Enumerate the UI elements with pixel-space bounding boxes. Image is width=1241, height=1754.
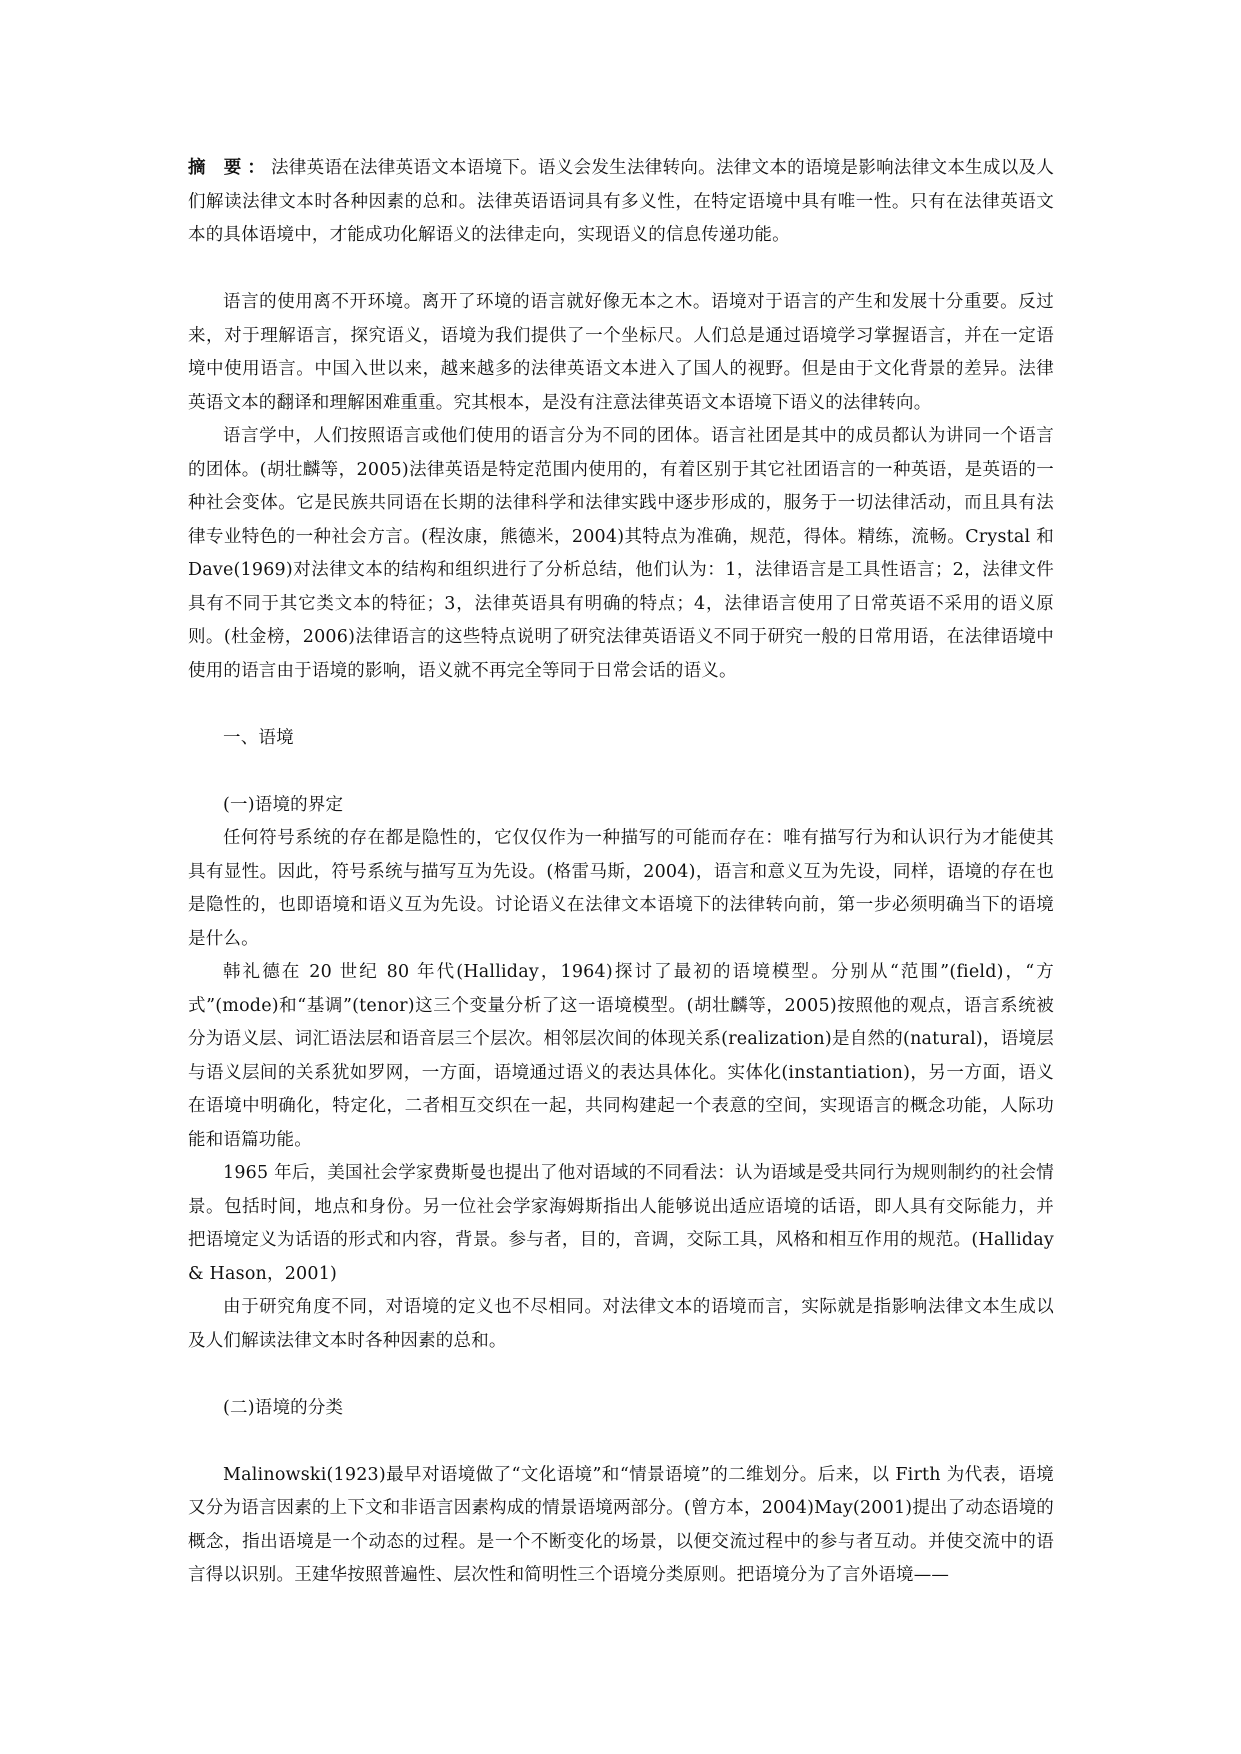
abstract-label: 摘 要： [188,158,271,178]
abstract-text: 法律英语在法律英语文本语境下。语义会发生法律转向。法律文本的语境是影响法律文本生成以及人们解读法律文本时各种因素的总和。法律英语语词具有多义性，在特定语境中具有唯一性。只有在法律英语文本的具体语境中，才能成功化解语义的法律走向，实现语义的信息传递功能。 [188,158,1055,245]
subsection-1-paragraph-4: 由于研究角度不同，对语境的定义也不尽相同。对法律文本的语境而言，实际就是指影响法律文本生成以及人们解读法律文本时各种因素的总和。 [188,1297,1054,1351]
spacer [188,1358,1054,1392]
intro-paragraph-2: 语言学中，人们按照语言或他们使用的语言分为不同的团体。语言社团是其中的成员都认为讲同一个语言的团体。(胡壮麟等，2005)法律英语是特定范围内使用的，有着区别于其它社团语言的一种英语，是英语的一种社会变体。它是民族共同语在长期的法律科学和法律实践中逐步形成的，服务于一切法律活动，而且具有法律专业特色的一种社会方言。(程汝康，熊德米，2004)其特点为准确，规范，得体。精练，流畅。Crystal 和 Dave(1969)对法律文本的结构和组织进行了分析总结，他们认为：1，法律语言是工具性语言；2，法律文件具有不同于其它类文本的特征；3，法律英语具有明确的特点；4，法律语言使用了日常英语不采用的语义原则。(杜金榜，2006)法律语言的这些特点说明了研究法律英语语义不同于研究一般的日常用语，在法律语境中使用的语言由于语境的影响，语义就不再完全等同于日常会话的语义。 [188,426,1054,681]
intro-paragraph-1: 语言的使用离不开环境。离开了环境的语言就好像无本之木。语境对于语言的产生和发展十分重要。反过来，对于理解语言，探究语义，语境为我们提供了一个坐标尺。人们总是通过语境学习掌握语言，并在一定语境中使用语言。中国入世以来，越来越多的法律英语文本进入了国人的视野。但是由于文化背景的差异。法律英语文本的翻译和理解困难重重。究其根本，是没有注意法律英语文本语境下语义的法律转向。 [188,292,1054,413]
subsection-1-paragraph-3: 1965 年后，美国社会学家费斯曼也提出了他对语域的不同看法：认为语域是受共同行为规则制约的社会情景。包括时间，地点和身份。另一位社会学家海姆斯指出人能够说出适应语境的话语，即人具有交际能力，并把语境定义为话语的形式和内容，背景。参与者，目的，音调，交际工具，风格和相互作用的规范。(Halliday & Hason，2001) [188,1163,1054,1284]
section-1-heading: 一、语境 [223,727,294,748]
subsection-1-paragraph-1: 任何符号系统的存在都是隐性的，它仅仅作为一种描写的可能而存在：唯有描写行为和认识行为才能使其具有显性。因此，符号系统与描写互为先设。(格雷马斯，2004)，语言和意义互为先设，同样，语境的存在也是隐性的，也即语境和语义互为先设。讨论语义在法律文本语境下的法律转向前，第一步必须明确当下的语境是什么。 [188,828,1054,949]
subsection-2-paragraph-1: Malinowski(1923)最早对语境做了“文化语境”和“情景语境”的二维划分。后来，以 Firth 为代表，语境又分为语言因素的上下文和非语言因素构成的情景语境两部分。(曾方本，2004)May(2001)提出了动态语境的概念，指出语境是一个动态的过程。是一个不断变化的场景，以便交流过程中的参与者互动。并使交流中的语言得以识别。王建华按照普遍性、层次性和简明性三个语境分类原则。把语境分为了言外语境—— [188,1464,1054,1585]
document-page [188,152,1054,1593]
subsection-1-heading: (一)语境的界定 [223,794,344,815]
spacer [188,1425,1054,1459]
spacer [188,253,1054,287]
spacer [188,755,1054,789]
subsection-1-paragraph-2: 韩礼德在 20 世纪 80 年代(Halliday，1964)探讨了最初的语境模型。分别从“范围”(field)，“方式”(mode)和“基调”(tenor)这三个变量分析了这一语境模型。(胡壮麟等，2005)按照他的观点，语言系统被分为语义层、词汇语法层和语音层三个层次。相邻层次间的体现关系(realization)是自然的(natural)，语境层与语义层间的关系犹如罗网，一方面，语境通过语义的表达具体化。实体化(instantiation)，另一方面，语义在语境中明确化，特定化，二者相互交织在一起，共同构建起一个表意的空间，实现语言的概念功能，人际功能和语篇功能。 [188,962,1054,1150]
subsection-2-heading: (二)语境的分类 [223,1397,344,1418]
spacer [188,688,1054,722]
abstract-paragraph [188,152,1054,253]
